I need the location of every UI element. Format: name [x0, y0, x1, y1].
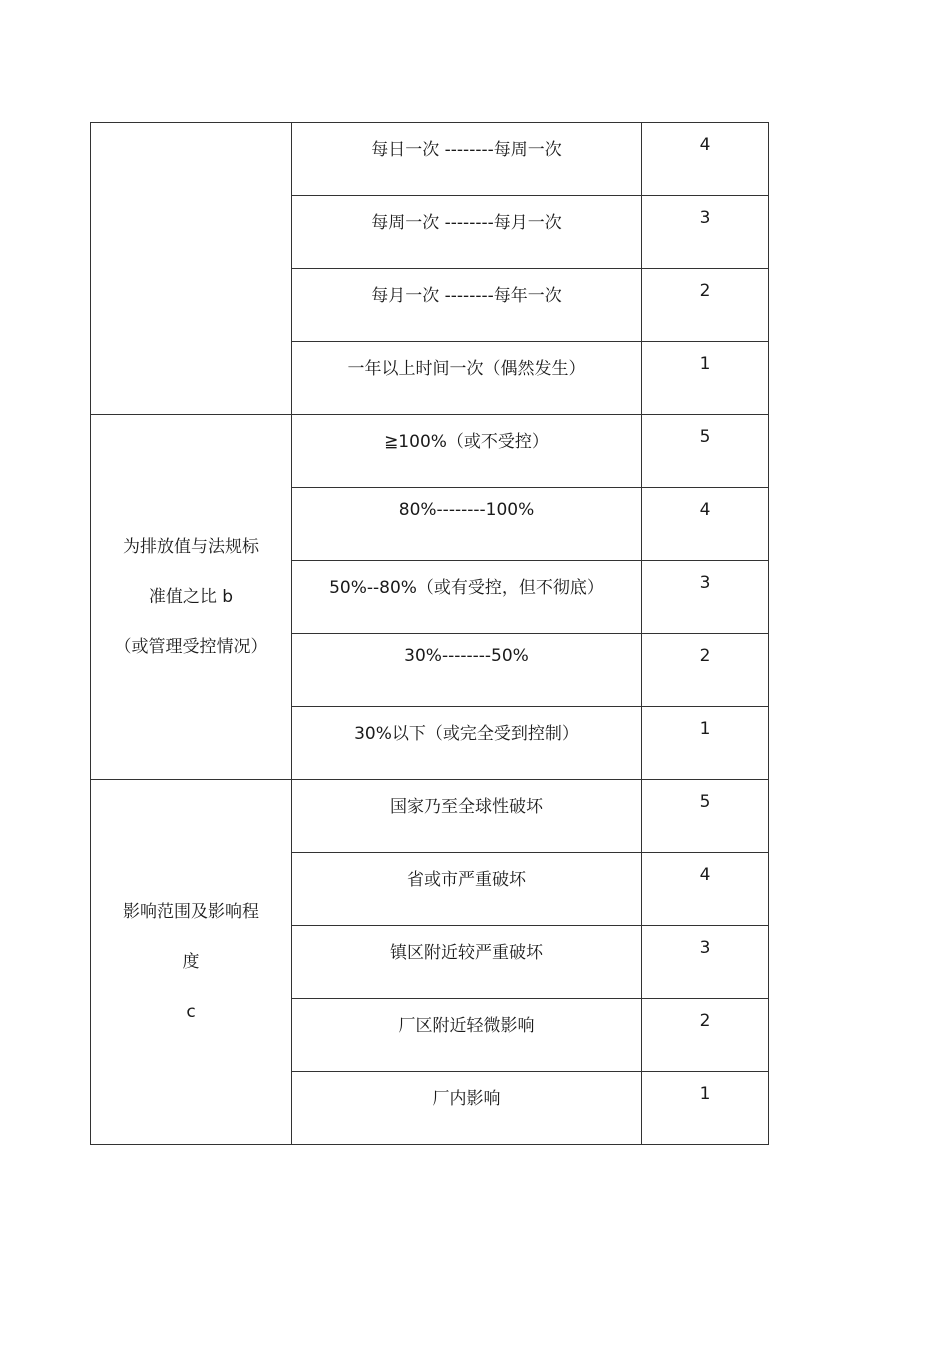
score-cell: 1	[642, 707, 769, 780]
factor-label-line: 影响范围及影响程	[123, 901, 259, 922]
criteria-cell: 一年以上时间一次（偶然发生）	[292, 342, 642, 415]
score-cell: 1	[642, 1072, 769, 1145]
criteria-cell: 每日一次 --------每周一次	[292, 123, 642, 196]
score-cell: 2	[642, 999, 769, 1072]
score-cell: 5	[642, 415, 769, 488]
score-cell: 2	[642, 634, 769, 707]
factor-label-line: 为排放值与法规标	[123, 536, 259, 557]
factor-label-line: c	[186, 1001, 196, 1022]
score-cell: 3	[642, 561, 769, 634]
criteria-cell: 国家乃至全球性破坏	[292, 780, 642, 853]
score-table	[90, 122, 769, 1145]
score-cell: 4	[642, 488, 769, 561]
criteria-cell: 镇区附近较严重破坏	[292, 926, 642, 999]
criteria-cell: 30%--------50%	[292, 634, 642, 707]
score-cell: 3	[642, 926, 769, 999]
factor-cell	[91, 415, 292, 780]
score-cell: 3	[642, 196, 769, 269]
factor-label-line: 度	[182, 951, 200, 972]
criteria-cell: 50%--80%（或有受控，但不彻底）	[292, 561, 642, 634]
factor-label-line: 准值之比 b	[148, 586, 234, 607]
score-cell: 1	[642, 342, 769, 415]
criteria-cell: 厂区附近轻微影响	[292, 999, 642, 1072]
criteria-cell: 省或市严重破坏	[292, 853, 642, 926]
score-cell: 5	[642, 780, 769, 853]
score-cell: 2	[642, 269, 769, 342]
score-cell: 4	[642, 123, 769, 196]
criteria-cell: 30%以下（或完全受到控制）	[292, 707, 642, 780]
criteria-cell: ≧100%（或不受控）	[292, 415, 642, 488]
table-row	[91, 780, 769, 853]
factor-cell	[91, 780, 292, 1145]
table-row	[91, 415, 769, 488]
factor-label-line: （或管理受控情况）	[114, 636, 268, 657]
table-body	[91, 123, 769, 1145]
criteria-cell: 每月一次 --------每年一次	[292, 269, 642, 342]
table-row	[91, 123, 769, 196]
criteria-cell: 每周一次 --------每月一次	[292, 196, 642, 269]
factor-cell	[91, 123, 292, 415]
criteria-cell: 厂内影响	[292, 1072, 642, 1145]
score-cell: 4	[642, 853, 769, 926]
criteria-cell: 80%--------100%	[292, 488, 642, 561]
